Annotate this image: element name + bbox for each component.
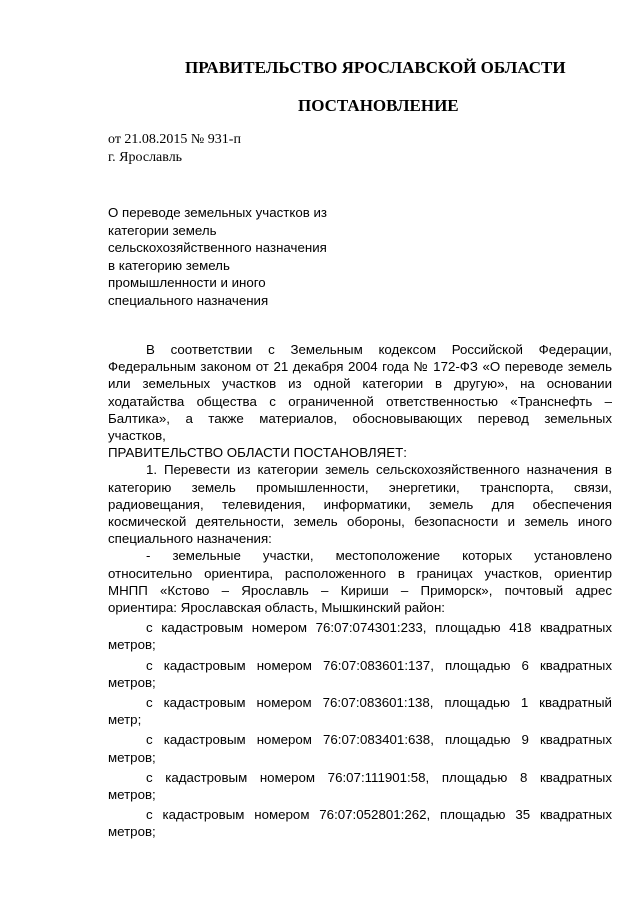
- location-line: относительно ориентира, расположенного в границах участков, ориентир: [108, 565, 612, 581]
- parcel-line: метров;: [108, 749, 156, 765]
- location-clause: [108, 547, 612, 616]
- parcel-item: [108, 806, 612, 840]
- subject-line: промышленности и иного: [108, 275, 266, 290]
- parcel-line: с кадастровым номером 76:07:052801:262, площадью 35 квадратных: [146, 807, 612, 823]
- parcel-item: [108, 769, 612, 803]
- document-meta: [108, 131, 241, 167]
- parcel-line: с кадастровым номером 76:07:074301:233, площадью 418 квадратных: [146, 620, 612, 636]
- subject-line: специального назначения: [108, 292, 269, 308]
- parcel-line: метров;: [108, 637, 156, 653]
- parcel-line: с кадастровым номером 76:07:083401:638, площадью 9 квадратных: [146, 732, 612, 748]
- date-number: от 21.08.2015 № 931-п: [108, 132, 241, 147]
- subject-line: в категорию земель: [108, 257, 230, 273]
- parcel-line: с кадастровым номером 76:07:111901:58, площадью 8 квадратных: [146, 769, 612, 785]
- preamble-line: Федеральным законом от 21 декабря 2004 года № 172-ФЗ «О переводе земель: [108, 359, 612, 375]
- preamble-line: или земельных участков из одной категории в другую», на основании: [108, 376, 612, 392]
- city: г. Ярославль: [108, 150, 183, 165]
- parcel-item: [108, 619, 612, 653]
- subject-line: О переводе земельных участков из: [108, 205, 328, 220]
- parcel-line: метр;: [108, 712, 142, 728]
- resolves-heading: ПРАВИТЕЛЬСТВО ОБЛАСТИ ПОСТАНОВЛЯЕТ:: [108, 445, 407, 461]
- preamble-line: В соответствии с Земельным кодексом Российской Федерации,: [146, 342, 612, 357]
- parcel-item: [108, 657, 612, 691]
- parcel-item: [108, 731, 612, 765]
- item-1-line: радиовещания, телевидения, информатики, земель для обеспечения: [108, 496, 612, 512]
- preamble-line: участков,: [108, 428, 166, 444]
- government-title: ПРАВИТЕЛЬСТВО ЯРОСЛАВСКОЙ ОБЛАСТИ: [185, 58, 566, 77]
- preamble-line: Балтика», а также материалов, обосновывающих перевод земельных: [108, 410, 612, 426]
- parcel-line: с кадастровым номером 76:07:083601:138, площадью 1 квадратный: [146, 695, 612, 711]
- item-1-line: категорию земель промышленности, энергетики, транспорта, связи,: [108, 479, 612, 495]
- parcel-line: метров;: [108, 787, 156, 803]
- parcel-line: с кадастровым номером 76:07:083601:137, площадью 6 квадратных: [146, 657, 612, 673]
- subject-line: категории земель: [108, 222, 217, 238]
- preamble: [108, 341, 612, 444]
- preamble-line: ходатайства общества с ограниченной ответственностью «Транснефть –: [108, 393, 612, 409]
- parcel-line: метров;: [108, 674, 156, 690]
- document-type-title: ПОСТАНОВЛЕНИЕ: [298, 96, 459, 115]
- location-line: МНПП «Кстово – Ярославль – Кириши – Приморск», почтовый адрес: [108, 582, 612, 598]
- item-1-line: космической деятельности, земель обороны, безопасности и земель иного: [108, 514, 612, 530]
- subject-line: сельскохозяйственного назначения: [108, 240, 327, 255]
- location-line: ориентира: Ярославская область, Мышкинский район:: [108, 600, 445, 616]
- location-line: - земельные участки, местоположение которых установлено: [146, 548, 612, 564]
- document-body: [108, 341, 612, 841]
- item-1-line: специального назначения:: [108, 531, 272, 547]
- parcel-line: метров;: [108, 824, 156, 840]
- item-1-line: 1. Перевести из категории земель сельскохозяйственного назначения в: [146, 462, 612, 478]
- parcel-item: [108, 694, 612, 728]
- document-subject: [108, 204, 327, 309]
- item-1: [108, 461, 612, 547]
